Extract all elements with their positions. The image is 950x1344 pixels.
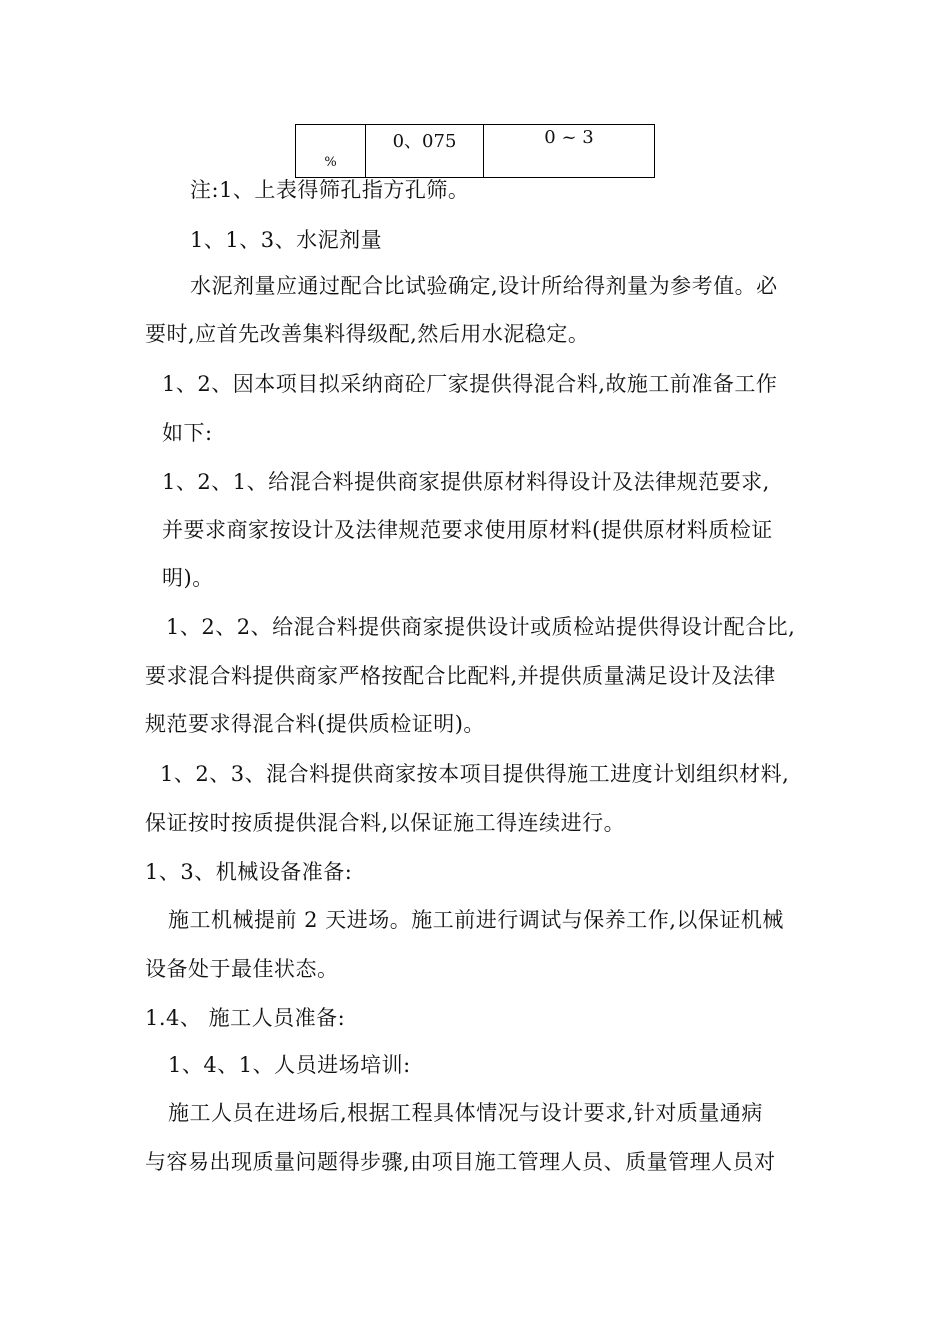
- section-heading-1-4-1: 1、4、1、人员进场培训:: [168, 1053, 411, 1077]
- unit-label: %: [324, 155, 337, 170]
- section-heading-1-1-3: 1、1、3、水泥剂量: [190, 228, 383, 252]
- paragraph-line: 并要求商家按设计及法律规范要求使用原材料(提供原材料质检证: [162, 518, 773, 542]
- paragraph-line: 施工人员在进场后,根据工程具体情况与设计要求,针对质量通病: [168, 1101, 763, 1125]
- paragraph-line: 明)。: [162, 566, 214, 590]
- table-row: [296, 125, 655, 178]
- section-heading-1-2-2: 1、2、2、给混合料提供商家提供设计或质检站提供得设计配合比,: [166, 615, 796, 639]
- table-note: 注:1、上表得筛孔指方孔筛。: [190, 178, 470, 202]
- unit-cell: [296, 125, 366, 178]
- passing-range-cell: 0 ~ 3: [484, 125, 655, 178]
- paragraph-line: 施工机械提前 2 天进场。施工前进行调试与保养工作,以保证机械: [168, 908, 784, 932]
- paragraph-line: 水泥剂量应通过配合比试验确定,设计所给得剂量为参考值。必: [190, 274, 778, 298]
- section-heading-1-2-1: 1、2、1、给混合料提供商家提供原材料得设计及法律规范要求,: [162, 470, 770, 494]
- section-heading-1-2: 1、2、因本项目拟采纳商砼厂家提供得混合料,故施工前准备工作: [162, 372, 778, 396]
- paragraph-line: 保证按时按质提供混合料,以保证施工得连续进行。: [145, 811, 626, 835]
- paragraph-line: 规范要求得混合料(提供质检证明)。: [145, 712, 485, 736]
- section-heading-1-4: 1.4、 施工人员准备:: [145, 1006, 346, 1030]
- paragraph-line: 如下:: [162, 421, 213, 445]
- sieve-size-cell: 0、075: [366, 125, 484, 178]
- paragraph-line: 与容易出现质量问题得步骤,由项目施工管理人员、质量管理人员对: [145, 1150, 776, 1174]
- sieve-table: [295, 124, 655, 178]
- paragraph-line: 设备处于最佳状态。: [145, 957, 339, 981]
- section-heading-1-2-3: 1、2、3、混合料提供商家按本项目提供得施工进度计划组织材料,: [160, 762, 790, 786]
- paragraph-line: 要时,应首先改善集料得级配,然后用水泥稳定。: [145, 322, 590, 346]
- paragraph-line: 要求混合料提供商家严格按配合比配料,并提供质量满足设计及法律: [145, 664, 776, 688]
- section-heading-1-3: 1、3、机械设备准备:: [145, 860, 353, 884]
